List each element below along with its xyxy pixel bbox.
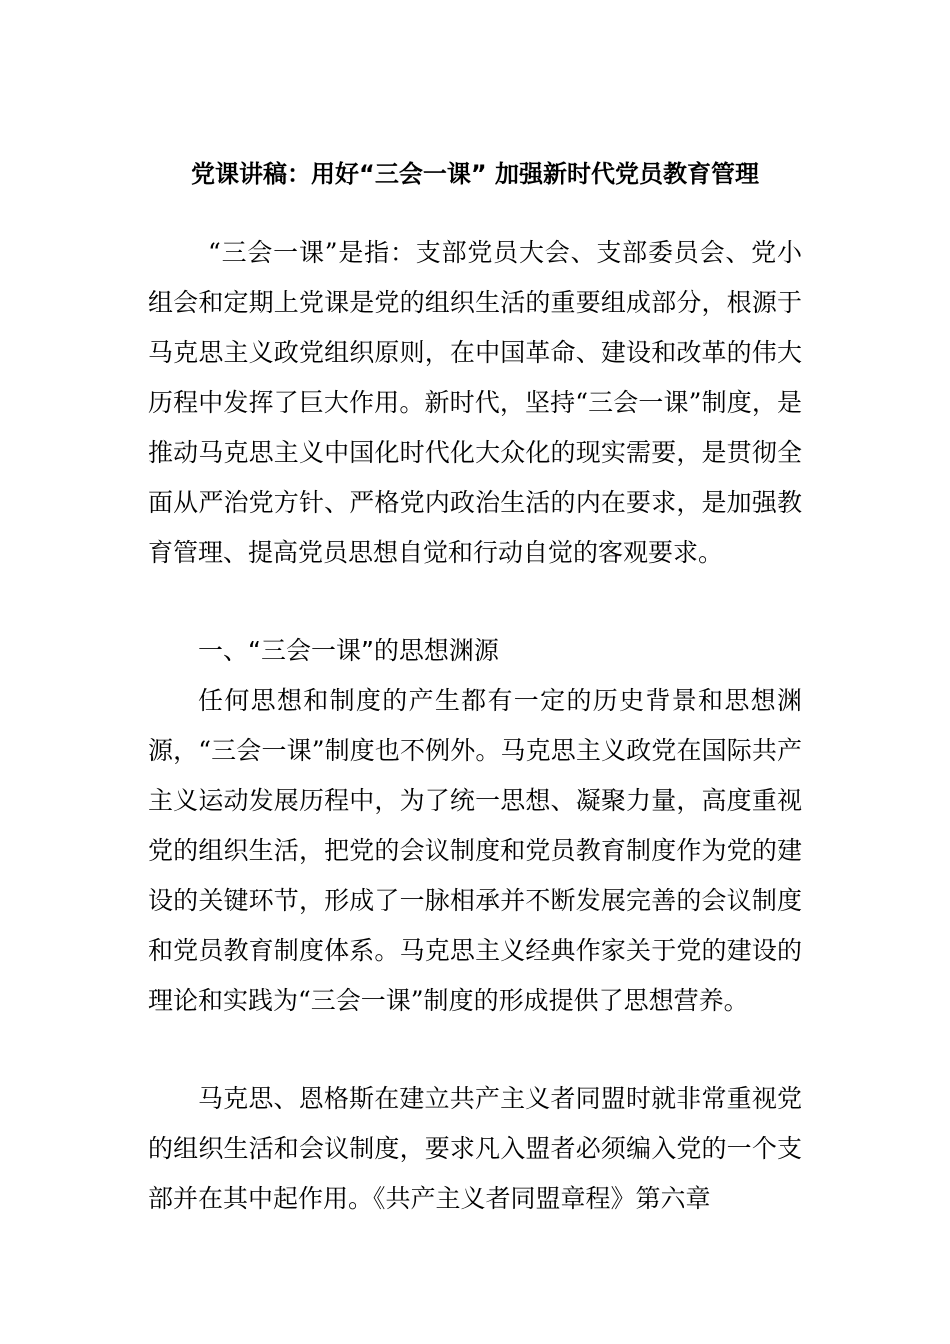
section-heading: 一、“三会一课”的思想渊源 xyxy=(198,636,499,665)
document-title: 党课讲稿：用好“三会一课” 加强新时代党员教育管理 xyxy=(191,160,759,188)
paragraph-intro: “三会一课”是指：支部党员大会、支部委员会、党小组会和定期上党课是党的组织生活的重要组成部分，根源于马克思主义政党组织原则，在中国革命、建设和改革的伟大历程中发挥了巨大作用。新时代，坚持“三会一课”制度，是推动马克思主义中国化时代化大众化的现实需要，是贯彻全面从严治党方针、严格党内政治生活的内在要求，是加强教育管理、提高党员思想自觉和行动自觉的客观要求。 xyxy=(148,238,802,567)
paragraph-origin: 任何思想和制度的产生都有一定的历史背景和思想渊源，“三会一课”制度也不例外。马克思主义政党在国际共产主义运动发展历程中，为了统一思想、凝聚力量，高度重视党的组织生活，把党的会议制度和党员教育制度作为党的建设的关键环节，形成了一脉相承并不断发展完善的会议制度和党员教育制度体系。马克思主义经典作家关于党的建设的理论和实践为“三会一课”制度的形成提供了思想营养。 xyxy=(148,686,802,1015)
paragraph-marx-engels: 马克思、恩格斯在建立共产主义者同盟时就非常重视党的组织生活和会议制度，要求凡入盟者必须编入党的一个支部并在其中起作用。《共产主义者同盟章程》第六章 xyxy=(148,1084,802,1213)
